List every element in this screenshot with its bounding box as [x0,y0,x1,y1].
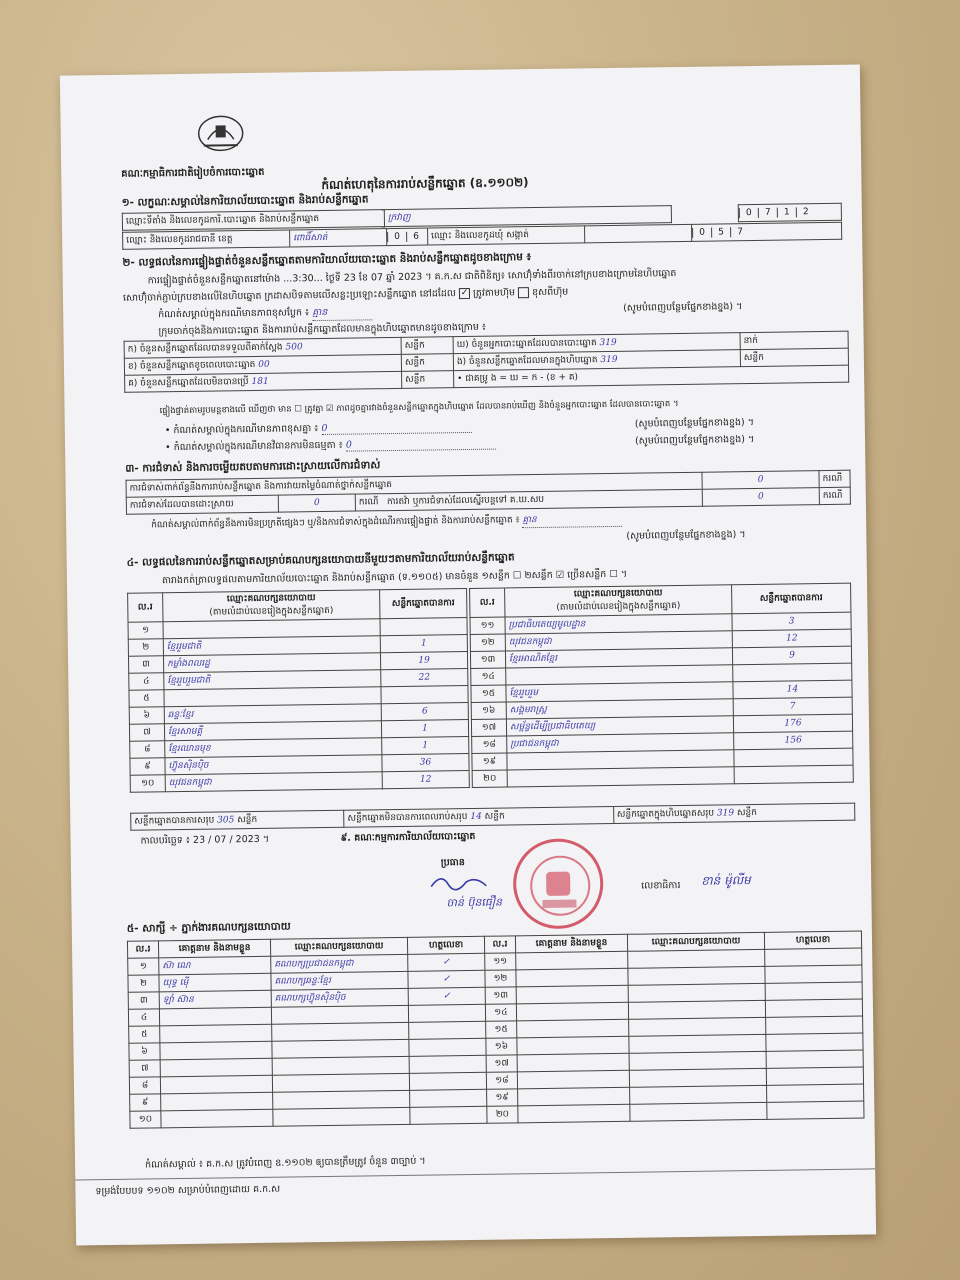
row-number: ៩ [130,758,165,775]
empty-cell [518,1087,630,1106]
empty-cell [629,1034,766,1053]
match-line: ផ្ទៀងផ្ទាត់តាមរូបមន្តខាងលើ ឃើញថា មាន ☐ ត្រូវគ្នា ☑ ភាពដូចគ្នារវាងចំនួនសន្លឹកឆ្នោតក្នុងហិបឆ្នោត ដែលបានរាប់ឃើញ និងចំនួនអ្នកបោះឆ្នោត ដែលបានបោះឆ្នោត ។ [159,399,679,417]
row-number: ៧ [129,1060,160,1077]
witness-name [160,1041,272,1060]
empty-cell [628,983,765,1002]
province-code: 0 6 [387,228,428,246]
valid-votes: 12 [732,629,851,648]
witness-signature [409,1055,486,1073]
valid-votes [733,663,852,682]
row-number: ៨ [129,1077,160,1094]
witness-party [272,1056,409,1075]
party-name: សម្ព័ន្ធដើម្បីប្រជាធិបតេយ្យ [506,716,733,736]
row-number: ១៩ [472,753,507,770]
witness-party [272,1022,409,1041]
party-name: ខ្មែររួបរួមជាតិ [164,670,381,690]
empty-cell [766,1067,863,1085]
official-stamp [513,838,604,929]
empty-cell [628,966,765,985]
witness-table: ល.រ គោត្តនាម និងនាមខ្លួន ឈ្មោះគណបក្សនយោបាយ ហត្ថលេខា ល.រ គោត្តនាម និងនាមខ្លួន ឈ្មោះគណបក្សនយោបាយ ហត្ថលេខា ១ ស៊ា ណេ គណបក្សប្រជាជនកម្ពុជា ✓ ១១ ២ យុទ្ធ ម៉ើ គណបក្សឆន្ទៈខ្មែរ ✓ ១២ ៣ ឡាំ ស៊ាន គណបក្សហ៊្វុនស៊ិនប៉ិច ✓ ១៣ ៤ ១៤ ៥ ១៥ ៦ ១៦ ៧ ១៧ ៨ ១៨ ៩ ១៩ ១០ ២០ [127,931,865,1129]
empty-cell [516,1002,628,1021]
row-number: ២ [128,975,159,992]
form-sheet [60,64,876,1245]
valid-votes: 12 [382,770,469,788]
valid-votes [734,765,853,784]
empty-cell [766,1033,863,1051]
formula: • ជាគម្រូ ង = ឃ = ក - (ខ + គ) [454,365,849,388]
item-kho: ឃ) ចំនួនអ្នកបោះឆ្នោតដែលបានបោះឆ្នោត 319 [453,333,740,354]
organization-name: គណៈកម្មាធិការជាតិរៀបចំការបោះឆ្នោត [121,166,265,180]
valid-votes: 22 [381,669,468,687]
box-total: សន្លឹកឆ្នោតក្នុងហិបឆ្នោតសរុប 319 សន្លឹក [613,803,855,823]
valid-total: សន្លឹកឆ្នោតបានការសរុប 305 សន្លឹក [131,810,344,830]
party-name: ប្រជាធិបតេយ្យមូលដ្ឋាន [505,614,732,634]
row-number: ១៩ [487,1089,518,1106]
valid-votes: 1 [380,635,467,653]
section3-remark: កំណត់សម្គាល់ពាក់ព័ន្ធនឹងការមិនប្រក្រតីផ្សេងៗ ឬ/និងការជំទាស់ក្នុងដំណើរការផ្ទៀងផ្ទាត់ និងការរាប់សន្លឹកឆ្នោត ៖ គ្មាន [151,513,622,534]
empty-cell [630,1085,767,1104]
party-name: ប្រជាជនកម្ពុជា [507,733,734,753]
witness-signature: ✓ [408,987,485,1005]
row-number: ១ [128,622,163,639]
witness-name [160,1075,272,1094]
empty-cell [629,1017,766,1036]
row-number: ៣ [128,656,163,673]
row-number: ២០ [487,1106,518,1123]
row-number: ១៦ [486,1038,517,1055]
valid-votes: 176 [733,714,852,733]
seal-line: សោហ៊ុំចាក់ភ្ជាប់ក្របខាងលើនៃហិបឆ្នោត ក្រដាសបិទតាមលើសន្លះប្រឡោះសន្លឹកឆ្នោត នៅដដែល ✓ ត្រូវតាមហ៊ុម ខុសពីហ៊ុម [122,286,569,304]
section4-heading: ៤- លទ្ធផលនៃការរាប់សន្លឹកឆ្នោតសម្រាប់គណបក្សនយោបាយនីមួយៗតាមការិយាល័យរាប់សន្លឹកឆ្នោត [126,551,515,569]
row-number: ៦ [129,1043,160,1060]
empty-cell [517,1036,629,1055]
form-footer: ទម្រង់បែបបទ ១១០២ សម្រាប់បំពេញដោយ គ.ក.ស [95,1183,281,1198]
party-name: យុវជនកម្ពុជា [165,772,382,792]
witness-name: យុទ្ធ ម៉ើ [159,973,271,992]
empty-cell [516,985,628,1004]
empty-cell [765,948,862,966]
party-name: កម្លាំងពលរដ្ឋ [163,653,380,673]
resolved-value: 0 [278,494,355,512]
verify-time-line: ការផ្ទៀងផ្ទាត់ចំនួនសន្លឹកឆ្នោតនៅម៉ោង ...3:30... ថ្ងៃទី 23 ខែ 07 ឆ្នាំ 2023 ។ គ.ក.ស ជាតិពិនិត្យ៖ សោហ៊ុំទាំងពីរចាក់នៅក្របខាងក្រោមនៃហិបឆ្នោត [147,268,677,287]
empty-cell [517,1053,629,1072]
row-number: ១០ [130,775,165,792]
row-number: ១១ [485,953,516,970]
row-number: ៨ [130,741,165,758]
row-number: ៣ [128,992,159,1009]
valid-votes: 156 [734,731,853,750]
row-number: ៤ [128,1009,159,1026]
location-label: ឈ្មោះទីតាំង និងលេខកូដការិ.បោះឆ្នោត និងរាប់សន្លឹកឆ្នោត [122,210,384,231]
witness-signature [410,1089,487,1107]
row-number: ១៦ [471,702,506,719]
witness-signature [410,1106,487,1124]
party-name: ខ្មែរអាណិតខ្មែរ [505,648,732,668]
valid-votes: 19 [380,652,467,670]
witness-party [273,1107,410,1126]
row-number: ៩ [130,1094,161,1111]
party-name: ឆន្ទៈខ្មែរ [164,704,381,724]
row-number: ១៥ [471,685,506,702]
party-name: ខ្មែរសាមគ្គី [164,721,381,741]
empty-cell [767,1084,864,1102]
empty-cell [518,1104,630,1123]
witness-party [272,1039,409,1058]
empty-cell [517,1070,629,1089]
witness-party: គណបក្សប្រជាជនកម្ពុជា [271,954,408,973]
item-ng: ង) ចំនួនសន្លឹកឆ្នោតដែលមានក្នុងហិបឆ្នោត 319 [453,350,740,371]
list-intro: ក្រុមចាក់ចុងនិងការបោះឆ្នោត និងការរាប់សន្លឹកឆ្នោតដែលមានក្នុងហិបឆ្នោតមានដូចខាងក្រោម ៖ [158,321,487,338]
empty-cell [629,1051,766,1070]
witness-name [160,1058,272,1077]
party-name: ខ្មែររួមជាតិ [163,636,380,656]
row-number: ១៤ [471,668,506,685]
location-code: 0 7 1 2 [738,203,841,221]
chair-name: ចាន់ ប៊ុនធឿន [446,895,503,910]
valid-votes: 14 [733,680,852,699]
bottom-note: កំណត់សម្គាល់ ៖ គ.ក.ស ត្រូវបំពេញ ឧ.១១០២ ឲ្យបានត្រឹមត្រូវ ចំនួន ៣ច្បាប់ ។ [145,1155,426,1171]
row-number: ១៨ [472,736,507,753]
empty-cell [628,949,765,968]
section3-heading: ៣- ការជំទាស់ និងការចម្លើយតបតាមការដោះស្រាយលើការជំទាស់ [125,459,381,475]
empty-cell [766,1050,863,1068]
row-number: ១៣ [485,987,516,1004]
row-number: ១៣ [470,651,505,668]
valid-votes: 36 [382,753,469,771]
witness-signature: ✓ [408,970,485,988]
resolved-label: ការជំទាស់ដែលបានដោះស្រាយ [126,495,278,514]
empty-cell [517,1019,629,1038]
remark1-line: កំណត់សម្គាល់ក្នុងករណីមានភាពខុសប្លែក ៖ គ្មាន [158,305,372,323]
chair-signature [426,870,496,895]
item-kha: ខ) ចំនួនសន្លឹកឆ្នោតខូចពេលបោះឆ្នោត 00 [124,354,401,375]
empty-cell [516,951,628,970]
witness-signature [409,1038,486,1056]
witness-name: ស៊ា ណេ [159,956,271,975]
empty-cell [765,982,862,1000]
remark3-line: • កំណត់សម្គាល់ក្នុងករណីមានវិធានការមិនធម្មតា ៖ 0 [165,437,496,456]
item-ka: ក) ចំនួនសន្លឹកឆ្នោតដែលបានទទួលពីគាក់ស្ពែង 500 [124,337,401,358]
row-number: ១៤ [485,1004,516,1021]
row-number: ៥ [129,690,164,707]
witness-name [160,1024,272,1043]
party-name: ហ៊្វុនស៊ិនប៉ិច [165,755,382,775]
witness-signature: ✓ [408,953,485,971]
valid-votes [734,748,853,767]
party-name: សង្គមរាស្ត្រ [506,699,733,719]
party-name: ខ្មែររួបរួម [506,682,733,702]
forwarded-value: 0 [702,488,819,507]
empty-cell [630,1102,767,1121]
province-label: ឈ្មោះ និងលេខកូដរាជធានី ខេត្ត [123,230,290,249]
valid-votes: 1 [382,736,469,754]
emblem-logo [195,111,246,154]
row-number: ១៥ [486,1021,517,1038]
remark2-tail: (សូមបំពេញបន្ថែមផ្នែកខាងខ្នង) ។ [634,416,755,430]
witness-party: គណបក្សឆន្ទៈខ្មែរ [271,971,408,990]
party-name [507,767,734,787]
empty-cell [628,1000,765,1019]
secretary-label: លេខាធិការ [641,880,681,892]
remark1-tail: (សូមបំពេញបន្ថែមផ្នែកខាងខ្នង) ។ [623,301,743,314]
no-checkbox[interactable] [518,287,529,298]
row-number: ៥ [129,1026,160,1043]
table-row [130,770,469,792]
empty-cell [629,1068,766,1087]
witness-party: គណបក្សហ៊្វុនស៊ិនប៉ិច [271,988,408,1007]
chair-label: ប្រធាន [440,857,465,869]
section4-intro: តារាងកត់ត្រាលទ្ធផលតាមការិយាល័យបោះឆ្នោត និងរាប់សន្លឹកឆ្នោត (ទ.១១០៥) មានចំនួន ១សន្លឹក ☐ ២សន្លឹក ☑ ច្រើនសន្លឹក ☐ ។ [161,568,628,587]
party-name: ខ្មែរឈានមុខ [165,738,382,758]
valid-votes: 9 [732,646,851,665]
yes-checkbox[interactable]: ✓ [460,287,469,299]
empty-cell [767,1101,864,1119]
row-number: ១២ [470,634,505,651]
objection-row1-value: 0 [702,471,819,490]
row-number: ១ [128,958,159,975]
secretary-name: ខាន់ ម៉ូលីម [701,873,751,888]
valid-votes [381,686,468,704]
ballot-count-table: ក) ចំនួនសន្លឹកឆ្នោតដែលបានទទួលពីគាក់ស្ពែង 500 សន្លឹក ឃ) ចំនួនអ្នកបោះឆ្នោតដែលបានបោះឆ្នោត 319 នាក់ ខ) ចំនួនសន្លឹកឆ្នោតខូចពេលបោះឆ្នោត 00 សន្លឹក ង) ចំនួនសន្លឹកឆ្នោតដែលមានក្នុងហិបឆ្នោត 319 សន្លឹក គ) ចំនួនសន្លឹកឆ្នោតដែលមិនបានប្រើ 181 សន្លឹក • ជាគម្រូ ង = ឃ = ក - (ខ + គ) [124,331,850,393]
section5-heading: ៥- សាក្សី ÷ ភ្នាក់ងារគណបក្សនយោបាយ [126,920,291,935]
committee-label: ៩. គណៈកម្មការការិយាល័យបោះឆ្នោត [340,830,476,844]
row-number: ២ [128,639,163,656]
empty-cell [765,999,862,1017]
witness-party [271,1005,408,1024]
section2-heading: ២- លទ្ធផលនៃការផ្ទៀងផ្ទាត់ចំនួនសន្លឹកឆ្នោតតាមការិយាល័យបោះឆ្នោត និងរាប់សន្លឹកឆ្នោតដូចខាងក្រោម ៖ [122,251,532,269]
valid-votes: 3 [732,612,851,631]
empty-cell [516,968,628,987]
witness-signature [409,1072,486,1090]
totals-row [130,803,855,831]
results-table-right: ល.រ ឈ្មោះគណបក្សនយោបាយ (តាមលំដាប់លេខរៀងក្នុងសន្លឹកឆ្នោត) សន្លឹកឆ្នោតបានការ ១១ ប្រជាធិបតេយ្យមូលដ្ឋាន 3 ១២ យុវជនកម្ពុជា 12 ១៣ ខ្មែរអាណិតខ្មែរ 9 ១៤ ១៥ ខ្មែររួបរួម 14 ១៦ សង្គមរាស្ត្រ 7 ១៧ សម្ព័ន្ធដើម្បីប្រជាធិបតេយ្យ 176 ១៨ ប្រជាជនកម្ពុជា 156 ១៩ ២០ [469,583,854,788]
date-line: កាលបរិច្ឆេទ ៖ 23 / 07 / 2023 ។ [140,833,270,847]
valid-votes: 7 [733,697,852,716]
empty-cell [766,1016,863,1034]
objection-row1-label: ការជំទាស់ពាក់ព័ន្ធនឹងការរាប់សន្លឹកឆ្នោត និងការវាយតម្លៃចំណាត់ថ្នាក់សន្លឹកឆ្នោត [126,472,702,497]
witness-signature [408,1004,485,1022]
row-number: ៦ [129,707,164,724]
valid-votes: 1 [381,720,468,738]
province-value: ពោធិ៍សាត់ [290,229,387,247]
row-number: ១០ [130,1111,161,1128]
row-number: ៤ [129,673,164,690]
commune-code: 0 5 7 [692,222,842,241]
results-table-left: ល.រ ឈ្មោះគណបក្សនយោបាយ (តាមលំដាប់លេខរៀងក្នុងសន្លឹកឆ្នោត) សន្លឹកឆ្នោតបានការ ១ ២ ខ្មែររួមជាតិ 1 ៣ កម្លាំងពលរដ្ឋ 19 ៤ ខ្មែររួបរួមជាតិ 22 ៥ ៦ ឆន្ទៈខ្មែរ 6 ៧ ខ្មែរសាមគ្គី 1 ៨ ខ្មែរឈានមុខ 1 ៩ ហ៊្វុនស៊ិនប៉ិច 36 ១០ យុវជនកម្ពុជា 12 [127,588,470,793]
witness-name [161,1092,273,1111]
witness-party [272,1073,409,1092]
party-name: យុវជនកម្ពុជា [505,631,732,651]
remark2-line: • កំណត់សម្គាល់ក្នុងករណីមានភាពខុសគ្នា ៖ 0 [165,420,472,438]
witness-name [159,1007,271,1026]
witness-signature [409,1021,486,1039]
form-title: កំណត់ហេតុនៃការរាប់សន្លឹកឆ្នោត (ឧ.១១០២) [321,175,529,193]
witness-party [273,1090,410,1109]
row-number: ១៧ [486,1055,517,1072]
row-number: ៧ [129,724,164,741]
row-number: ១៨ [486,1072,517,1089]
commune-label: ឈ្មោះ និងលេខកូដឃុំ សង្កាត់ [428,226,585,245]
remark3-tail: (សូមបំពេញបន្ថែមផ្នែកខាងខ្នង) ។ [634,433,755,447]
row-number: ១៧ [471,719,506,736]
location-value: ក្រវាញ [384,206,671,227]
section1-heading: ១- លក្ខណៈសម្គាល់នៃការិយាល័យបោះឆ្នោត និងរាប់សន្លឹកឆ្នោត [121,193,369,209]
valid-votes [380,618,467,636]
witness-name: ឡាំ ស៊ាន [159,990,271,1009]
objection-table: ការជំទាស់ពាក់ព័ន្ធនឹងការរាប់សន្លឹកឆ្នោត និងការវាយតម្លៃចំណាត់ថ្នាក់សន្លឹកឆ្នោត 0 ករណី ការជំទាស់ដែលបានដោះស្រាយ 0 ករណី ការតវ៉ា ឬការជំទាស់ដែលស្នើរបន្តទៅ គ.ឃ.សប 0 ករណី [126,470,851,515]
item-ko: គ) ចំនួនសន្លឹកឆ្នោតដែលមិនបានប្រើ 181 [125,371,402,392]
valid-votes: 6 [381,703,468,721]
row-number: ២០ [472,770,507,787]
empty-cell [765,965,862,983]
row-number: ១១ [470,617,505,634]
invalid-total: សន្លឹកឆ្នោតមិនបានការពេលរាប់សរុប 14 សន្លឹក [344,806,614,827]
witness-name [161,1109,273,1128]
row-number: ១២ [485,970,516,987]
section3-remark-tail: (សូមបំពេញបន្ថែមផ្នែកខាងខ្នង) ។ [626,529,746,542]
